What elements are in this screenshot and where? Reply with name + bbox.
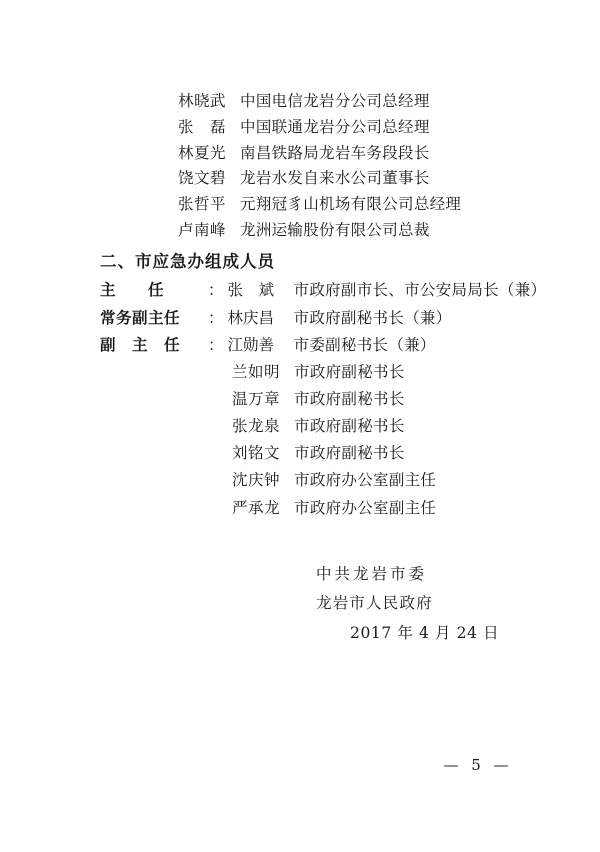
person-title: 龙岩水发自来水公司董事长: [240, 169, 430, 188]
person-name: 卢南峰: [178, 221, 227, 240]
signature-block: [0, 560, 600, 648]
officer-title: 市政府办公室副主任: [294, 471, 437, 490]
person-title: 元翔冠豸山机场有限公司总经理: [240, 195, 462, 214]
person-title: 中国电信龙岩分公司总经理: [240, 92, 430, 110]
list-item: [0, 221, 600, 241]
officer-row: [0, 443, 600, 463]
officer-title: 市政府副秘书长: [294, 417, 405, 436]
person-name: 饶文碧: [178, 169, 227, 188]
officer-name: 张龙泉: [232, 417, 281, 436]
section-heading: 二、市应急办组成人员: [100, 251, 275, 271]
officer-row: [0, 335, 600, 355]
officer-title: 市政府办公室副主任: [294, 498, 437, 517]
officer-label: 常务副主任: [100, 307, 181, 327]
officer-title: 市政府副市长、市公安局局长（兼）: [293, 281, 547, 300]
officer-title: 市委副秘书长（兼）: [293, 335, 436, 354]
person-name: 张哲平: [178, 195, 227, 214]
person-name: 林夏光: [178, 143, 227, 162]
officer-title: 市政府副秘书长: [294, 444, 405, 463]
list-item: [0, 195, 600, 215]
officer-name: 张 斌: [227, 281, 275, 300]
officer-colon: ：: [208, 281, 224, 300]
person-title: 中国联通龙岩分公司总经理: [240, 117, 430, 136]
officer-name: 江勋善: [227, 335, 275, 354]
officer-title: 市政府副秘书长（兼）: [293, 308, 452, 327]
issuing-org-primary: 中共龙岩市委: [316, 564, 428, 583]
officer-colon: ：: [208, 335, 224, 354]
person-title: 南昌铁路局龙岩车务段段长: [240, 143, 430, 162]
officer-row: [0, 389, 600, 409]
officer-name: 刘铭文: [232, 444, 281, 463]
officer-label: 副 主 任: [100, 334, 181, 354]
roster-list: [0, 92, 600, 241]
list-item: [0, 144, 600, 164]
list-item: [0, 92, 600, 112]
officer-name: 林庆昌: [227, 308, 275, 327]
issue-date: 2017 年 4 月 24 日: [350, 623, 500, 642]
person-name: 林晓武: [178, 92, 227, 110]
officer-row: [0, 416, 600, 436]
officer-row: [0, 362, 600, 382]
officer-name: 沈庆钟: [232, 471, 281, 490]
officer-name: 兰如明: [232, 362, 281, 381]
officer-row: [0, 280, 600, 300]
officer-row: [0, 498, 600, 518]
list-item: [0, 118, 600, 138]
officer-label: 主 任: [100, 280, 165, 300]
issuing-org-secondary: 龙岩市人民政府: [316, 594, 433, 613]
list-item: [0, 169, 600, 189]
officer-title: 市政府副秘书长: [294, 362, 405, 381]
officer-row: [0, 470, 600, 490]
person-title: 龙洲运输股份有限公司总裁: [240, 221, 430, 240]
officer-colon: ：: [208, 308, 224, 327]
officer-title: 市政府副秘书长: [294, 389, 405, 408]
page-number: — 5 —: [443, 756, 513, 774]
officer-list: [0, 280, 600, 517]
person-name: 张 磊: [178, 117, 227, 136]
officer-name: 严承龙: [232, 498, 281, 517]
officer-row: [0, 308, 600, 328]
officer-name: 温万章: [232, 389, 281, 408]
